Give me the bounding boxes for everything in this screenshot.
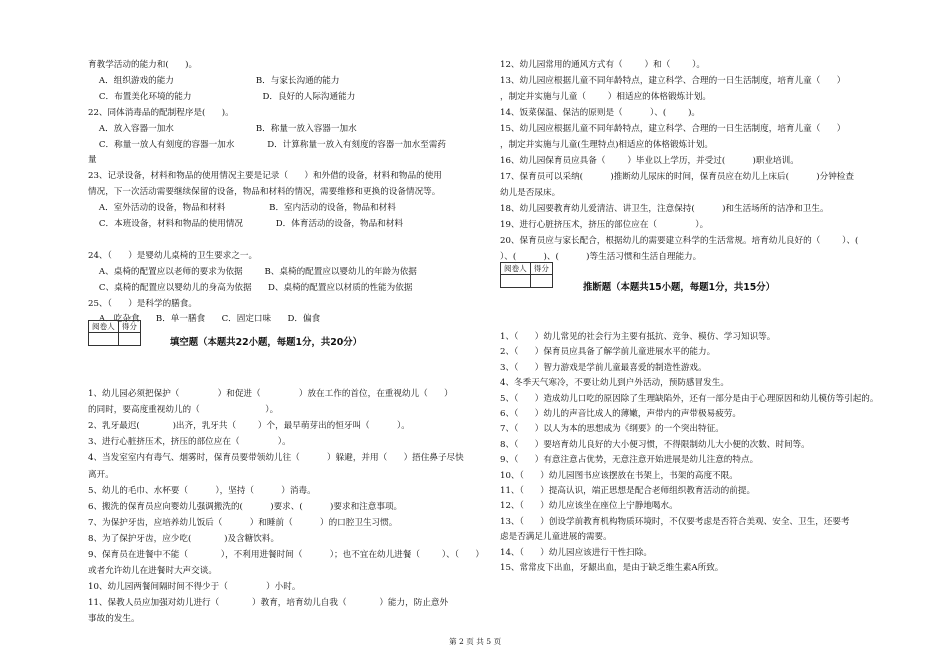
text-line: 离开。 xyxy=(88,469,114,480)
page-footer: 第 2 页 共 5 页 xyxy=(448,637,502,646)
text-line: 23、记录设备，材料和物品的使用情况主要是记录（ ）和外借的设备，材料和物品的使用 xyxy=(88,171,442,182)
text-line: 8、（ ）要培育幼儿良好的大小便习惯，不得限制幼儿大小便的次数、时间等。 xyxy=(500,439,810,450)
text-line: 2、（ ）保育员应具备了解学前儿童进展水平的能力。 xyxy=(500,347,716,358)
reviewer-label: 阅卷人 xyxy=(89,321,119,333)
text-line: 12、（ ）幼儿应该坐在座位上宁静地喝水。 xyxy=(500,501,678,512)
text-line: 7、为保护牙齿，应培养幼儿饭后（ ）和睡前（ ）的口腔卫生习惯。 xyxy=(88,517,398,528)
text-line: 量 xyxy=(88,155,97,166)
text-line: 4、冬季天气寒冷，不要让幼儿到户外活动，预防感冒发生。 xyxy=(500,378,729,389)
text-line: 20、保育员应与家长配合，根据幼儿的需要建立科学的生活常规。培育幼儿良好的（ ）、( xyxy=(500,236,859,246)
text-line: 19、进行心脏挤压术，挤压的部位应在（ ）。 xyxy=(500,220,709,230)
text-line: 12、幼儿园常用的通风方式有（ ）和（ ）。 xyxy=(500,60,706,70)
text-line: 13、（ ）创设学前教育机构物质环境时，不仅要考虑是否符合美观、安全、卫生，还要考 xyxy=(500,516,850,527)
text-line: 14、饭菜保温、保洁的原则是（ ）、( )。 xyxy=(500,108,701,118)
text-line: 1、（ ）幼儿常见的社会行为主要有抵抗、竞争、模仿、学习知识等。 xyxy=(500,332,776,342)
text-line: 22、同体消毒品的配制程序是( )。 xyxy=(88,107,234,118)
text-line: 情况，下一次活动需要继续保留的设备，物品和材料的情况，需要维修和更换的设备情况等。 xyxy=(88,187,441,198)
text-line: 虑是否满足儿童进展的需要。 xyxy=(500,532,612,543)
text-line: 7、（ ）以人为本的思想成为《纲要》的一个突出特征。 xyxy=(500,424,724,435)
score-label: 得分 xyxy=(118,321,140,333)
text-line: 育教学活动的能力和( )。 xyxy=(88,60,198,70)
text-line: 16、幼儿园保育员应具备（ ）毕业以上学历，并受过( )职业培训。 xyxy=(500,156,799,166)
text-line: ）、( )、( )等生活习惯和生活自理能力。 xyxy=(500,252,702,262)
text-line: C、桌椅的配置应以婴幼儿的身高为依据 D、桌椅的配置应以材质的性能为依据 xyxy=(88,282,413,293)
score-box-fill xyxy=(88,320,141,346)
score-box-judge xyxy=(500,262,553,288)
text-line: A．室外活动的设备，物品和材料 B．室内活动的设备，物品和材料 xyxy=(88,203,396,214)
text-line: 17、保育员可以采纳( )推断幼儿尿床的时间，保育员应在幼儿上床后( )分钟检查 xyxy=(500,172,854,182)
judge-section-title: 推断题（本题共15小题，每题1分，共15分） xyxy=(583,282,775,293)
text-line: 2、乳牙最迟( )出齐，乳牙共（ ）个，最早萌芽出的恒牙叫（ ）。 xyxy=(88,421,410,432)
text-line: 3、（ ）智力游戏是学前儿童最喜爱的制造性游戏。 xyxy=(500,362,707,373)
text-line: 15、幼儿园应根据儿童不同年龄特点，建立科学、合理的一日生活制度，培育儿童（ ） xyxy=(500,124,846,134)
text-line: 的同时，要高度重视幼儿的（ ）。 xyxy=(88,405,279,416)
text-line: A、桌椅的配置应以老师的要求为依据 B、桌椅的配置应以婴幼儿的年龄为依据 xyxy=(88,266,417,277)
text-line: 4、当发室室内有毒气、烟雾时，保育员要带领幼儿往（ ）躲避，并用（ ）捂住鼻子尽快 xyxy=(88,453,464,464)
fill-section-title: 填空题（本题共22小题，每题1分，共20分） xyxy=(170,337,362,348)
text-line: 11、（ ）提高认识，端正思想是配合老师组织教育活动的前提。 xyxy=(500,486,756,496)
text-line: 9、（ ）有意注意占优势，无意注意开始进展是幼儿注意的特点。 xyxy=(500,455,759,466)
text-line: A．吃杂食 B．单一膳食 C．固定口味 D．偏食 xyxy=(88,314,321,325)
text-line: 24、（ ）是婴幼儿桌椅的卫生要求之一。 xyxy=(88,250,258,261)
text-line: ，制定并实施与儿童（ ）相适应的体格锻炼计划。 xyxy=(500,92,711,102)
text-line: 18、幼儿园要教育幼儿爱清洁、讲卫生，注意保持( )和生活场所的洁净和卫生。 xyxy=(500,204,829,214)
text-line: 6、搬洗的保育员应向婴幼儿强调搬洗的( )要求、( )要求和注意事项。 xyxy=(88,501,403,512)
text-line: 9、保育员在进餐中不能（ ），不利用进餐时间（ ）；也不宜在幼儿进餐（ ）、（ ） xyxy=(88,550,484,560)
text-line: 5、幼儿的毛巾、水杯要（ ），坚持（ ）消毒。 xyxy=(88,485,316,496)
score-label: 得分 xyxy=(530,263,552,275)
text-line: 14、（ ）幼儿园应该进行干性扫除。 xyxy=(500,547,652,558)
text-line: 5、（ ）造成幼儿口吃的原因除了生理缺陷外，还有一部分是由于心理原因和幼儿模仿等引起的。 xyxy=(500,393,879,404)
text-line: A．组织游戏的能力 B．与家长沟通的能力 xyxy=(88,75,340,86)
text-line: C．称量一放人有刻度的容器一加水 D．计算称量一放入有刻度的容器一加水至需药 xyxy=(88,139,446,150)
text-line: 25、（ ）是科学的膳食。 xyxy=(88,298,197,309)
text-line: 幼儿是否尿床。 xyxy=(500,188,561,198)
text-line: 事故的发生。 xyxy=(88,614,140,625)
text-line: 3、进行心脏挤压术，挤压的部位应在（ ）。 xyxy=(88,437,291,448)
text-line: 6、（ ）幼儿的声音比成人的薄嫩，声带内的声带极易疲劳。 xyxy=(500,409,741,419)
text-line: ，制定并实施与儿童(生理特点)相适应的体格锻炼计划。 xyxy=(500,140,713,150)
text-line: A．放入容器一加水 B．称量一放入容器一加水 xyxy=(88,123,357,134)
text-line: 10、（ ）幼儿园图书应该摆放在书架上，书架的高度不限。 xyxy=(500,470,738,481)
text-line: 15、常常皮下出血，牙龈出血，是由于缺乏维生素A所致。 xyxy=(500,563,724,573)
reviewer-label: 阅卷人 xyxy=(501,263,531,275)
text-line: 11、保教人员应加强对幼儿进行（ ）教育，培育幼儿自我（ ）能力，防止意外 xyxy=(88,598,449,609)
text-line: 1、幼儿园必须把保护（ ）和促进（ ）放在工作的首位，在重视幼儿（ ） xyxy=(88,389,453,399)
text-line: C．本班设备，材料和物品的使用情况 D．体育活动的设备，物品和材料 xyxy=(88,219,403,229)
text-line: 8、为了保护牙齿，应少吃( )及含糖饮料。 xyxy=(88,533,280,544)
text-line: 或者允许幼儿在进餐时大声交谈。 xyxy=(88,566,217,577)
text-line: 10、幼儿园两餐间隔时间不得少于（ ）小时。 xyxy=(88,582,301,593)
text-line: 13、幼儿园应根据儿童不同年龄特点，建立科学、合理的一日生活制度，培育儿童（ ） xyxy=(500,76,846,86)
text-line: C．布置美化环境的能力 D．良好的人际沟通能力 xyxy=(88,91,356,102)
